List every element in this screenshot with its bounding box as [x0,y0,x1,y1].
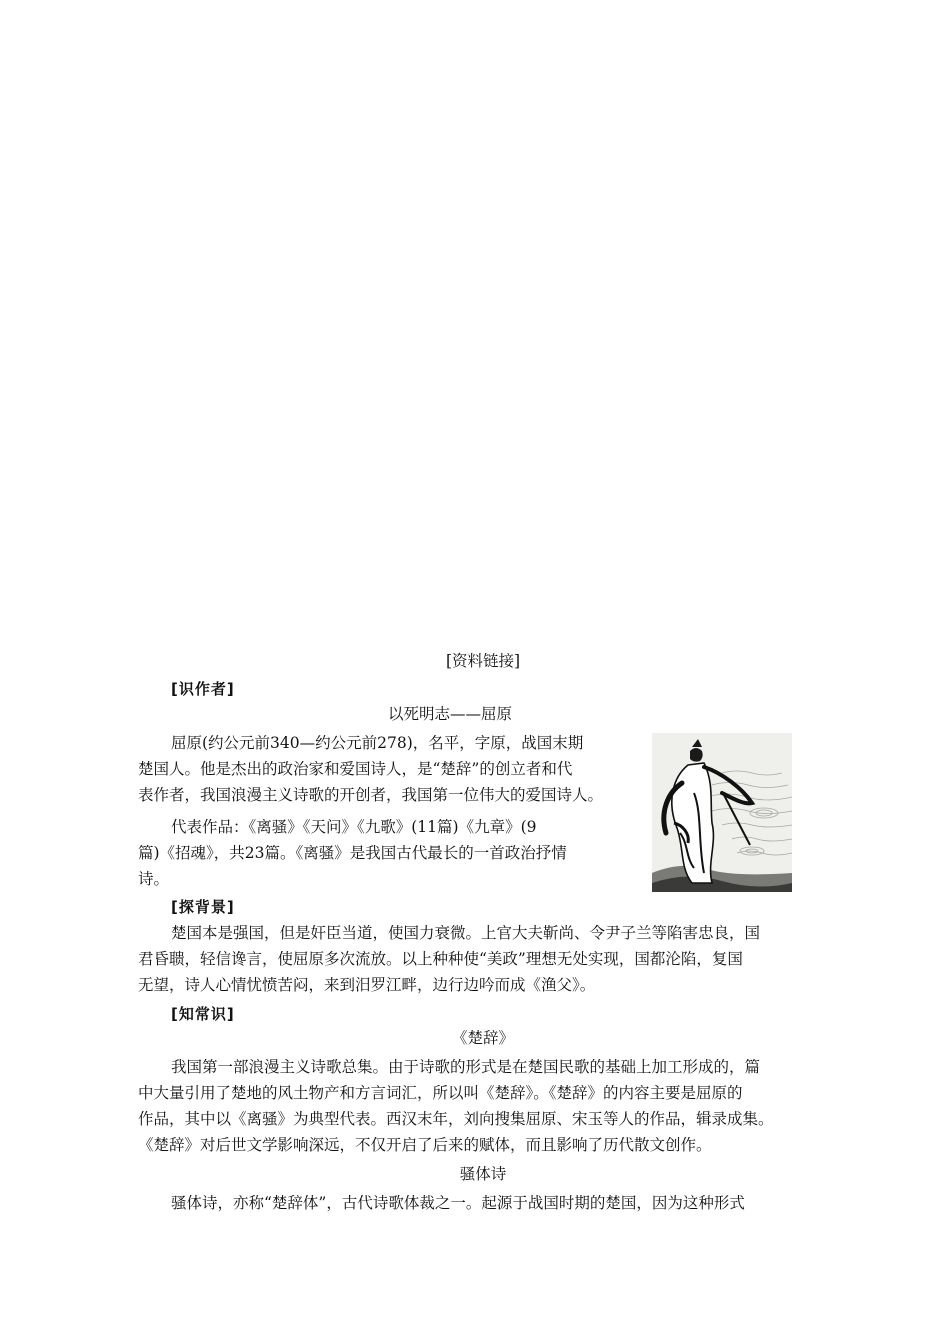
tag-background: [探背景] [171,898,235,916]
works-line: 代表作品：《离骚》《天问》《九歌》(11篇)《九章》(9 [171,818,537,836]
saoti-line: 骚体诗，亦称“楚辞体”，古代诗歌体裁之一。起源于战国时期的楚国，因为这种形式 [171,1194,745,1212]
chuci-line: 我国第一部浪漫主义诗歌总集。由于诗歌的形式是在楚国民歌的基础上加工形成的，篇 [171,1058,761,1076]
chuci-heading: 《楚辞》 [451,1029,514,1047]
chuci-line: 中大量引用了楚地的风土物产和方言词汇，所以叫《楚辞》。《楚辞》的内容主要是屈原的 [138,1084,743,1102]
qu-yuan-portrait [652,733,792,892]
background-line: 无望，诗人心情忧愤苦闷，来到汨罗江畔，边行边吟而成《渔父》。 [138,976,596,994]
background-line: 君昏聩，轻信谗言，使屈原多次流放。以上种种使“美政”理想无处实现，国都沦陷，复国 [138,950,743,968]
author-heading: 以死明志——屈原 [387,705,512,723]
bio-line: 屈原(约公元前340—约公元前278)，名平，字原，战国末期 [171,734,584,752]
background-line: 楚国本是强国，但是奸臣当道，使国力衰微。上官大夫靳尚、令尹子兰等陷害忠良，国 [171,924,761,942]
saoti-heading: 骚体诗 [459,1165,507,1183]
works-line: 篇)《招魂》，共23篇。《离骚》是我国古代最长的一首政治抒情 [138,844,567,862]
tag-knowledge: [知常识] [171,1005,235,1023]
portrait-illustration [652,733,792,892]
chuci-line: 作品，其中以《离骚》为典型代表。西汉末年，刘向搜集屈原、宋玉等人的作品，辑录成集。 [138,1110,774,1128]
bio-line: 表作者，我国浪漫主义诗歌的开创者，我国第一位伟大的爱国诗人。 [138,786,604,804]
tag-author: [识作者] [171,680,235,698]
bio-line: 楚国人。他是杰出的政治家和爱国诗人，是“楚辞”的创立者和代 [138,760,573,778]
works-line: 诗。 [138,870,170,888]
section-title: [资料链接] [445,652,521,670]
chuci-line: 《楚辞》对后世文学影响深远，不仅开启了后来的赋体，而且影响了历代散文创作。 [138,1136,712,1154]
